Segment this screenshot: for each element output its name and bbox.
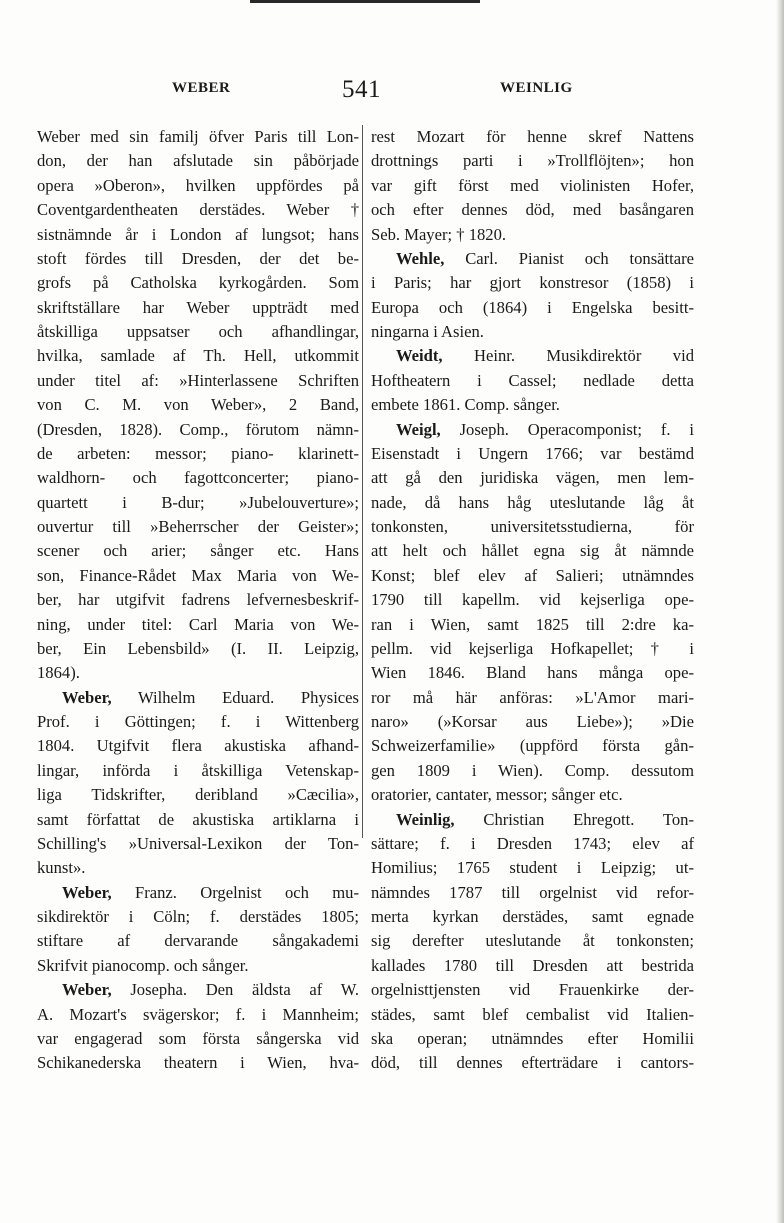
text-line bbox=[371, 296, 694, 320]
text-line bbox=[37, 344, 359, 368]
text-line bbox=[371, 271, 694, 295]
text-line bbox=[371, 710, 694, 734]
line-text: hvilka, samlade af Th. Hell, utkommit bbox=[37, 346, 359, 366]
text-line bbox=[371, 613, 694, 637]
text-line bbox=[37, 588, 359, 612]
column-divider bbox=[362, 125, 363, 838]
left-column bbox=[37, 125, 359, 1076]
text-line bbox=[371, 174, 694, 198]
line-text: Weber med sin familj öfver Paris till Lon- bbox=[37, 127, 359, 146]
line-text: Heinr. Musikdirektör vid bbox=[442, 346, 694, 366]
running-head-right: WEINLIG bbox=[500, 80, 573, 96]
line-text: stoft fördes till Dresden, der det be- bbox=[37, 248, 359, 268]
text-line bbox=[371, 783, 694, 807]
text-line bbox=[371, 198, 694, 222]
line-text: ning, under titel: Carl Maria von We- bbox=[37, 614, 359, 634]
text-line bbox=[371, 149, 694, 173]
entry-first-line bbox=[37, 978, 359, 1002]
entry-first-line bbox=[371, 808, 694, 832]
line-text: son, Finance-Rådet Max Maria von We- bbox=[37, 565, 359, 585]
text-line bbox=[371, 734, 694, 758]
line-text: Franz. Orgelnist och mu- bbox=[111, 882, 359, 902]
entry-first-line bbox=[37, 686, 359, 710]
line-text: pellm. vid kejserliga Hofkapellet; † i bbox=[371, 638, 694, 658]
line-text: nämndes 1787 till orgelnist vid refor- bbox=[371, 882, 694, 902]
line-text: waldhorn- och fagottconcerter; piano- bbox=[37, 468, 359, 488]
entry-headword: Weidt, bbox=[396, 346, 443, 366]
line-text: Hoftheatern i Cassel; nedlade detta bbox=[371, 370, 694, 390]
line-text: de arbeten: messor; piano- klarinett- bbox=[37, 443, 359, 463]
text-line bbox=[371, 637, 694, 661]
line-text: quartett i B-dur; »Jubelouverture»; bbox=[37, 492, 359, 512]
line-text: Skrifvit pianocomp. och sånger. bbox=[37, 955, 249, 975]
line-text: Europa och (1864) i Engelska besitt- bbox=[371, 297, 694, 317]
line-text: skriftställare har Weber uppträdt med bbox=[37, 297, 359, 317]
text-line bbox=[371, 1051, 694, 1075]
text-line bbox=[371, 564, 694, 588]
line-text: Konst; blef elev af Salieri; utnämndes bbox=[371, 565, 694, 585]
text-line bbox=[37, 1051, 359, 1075]
line-text: 1864). bbox=[37, 663, 80, 683]
line-text: gen 1809 i Wien). Comp. dessutom bbox=[371, 760, 694, 780]
entry-headword: Weber, bbox=[62, 687, 112, 707]
line-text: oratorier, cantater, messor; sånger etc. bbox=[371, 785, 623, 805]
text-line bbox=[37, 637, 359, 661]
line-text: sikdirektör i Cöln; f. derstädes 1805; bbox=[37, 907, 359, 926]
line-text: Josepha. Den äldsta af W. bbox=[111, 980, 359, 1000]
text-line bbox=[371, 929, 694, 953]
line-text: Joseph. Operacomponist; f. i bbox=[440, 419, 694, 439]
text-line bbox=[371, 1027, 694, 1051]
text-line bbox=[37, 954, 359, 978]
text-line bbox=[37, 1027, 359, 1051]
line-text: samt författat de akustiska artiklarna i bbox=[37, 809, 359, 829]
text-line bbox=[371, 393, 694, 417]
text-line bbox=[371, 1003, 694, 1027]
text-line bbox=[371, 905, 694, 929]
entry-first-line bbox=[371, 418, 694, 442]
line-text: var gift först med violinisten Hofer, bbox=[371, 175, 694, 195]
line-text: Coventgardentheaten derstädes. Weber † bbox=[37, 200, 359, 220]
text-line bbox=[37, 393, 359, 417]
line-text: ber, Ein Lebensbild» (I. II. Leipzig, bbox=[37, 638, 359, 658]
line-text: att helt och hållet egna sig åt nämnde bbox=[371, 541, 694, 561]
text-line bbox=[37, 149, 359, 173]
text-line bbox=[371, 686, 694, 710]
text-line bbox=[371, 954, 694, 978]
text-line bbox=[37, 491, 359, 515]
line-text: ouvertur till »Beherrscher der Geister»; bbox=[37, 517, 359, 536]
line-text: drottnings parti i »Trollflöjten»; hon bbox=[371, 151, 694, 171]
text-line bbox=[371, 539, 694, 563]
line-text: Wien 1846. Bland hans många ope- bbox=[371, 663, 694, 683]
text-line bbox=[371, 515, 694, 539]
line-text: naro» (»Korsar aus Liebe»); »Die bbox=[371, 712, 694, 731]
line-text: Schilling's »Universal-Lexikon der Ton- bbox=[37, 833, 359, 853]
line-text: Prof. i Göttingen; f. i Wittenberg bbox=[37, 712, 359, 731]
text-line bbox=[37, 539, 359, 563]
line-text: orgelnisttjensten vid Frauenkirke der- bbox=[371, 980, 694, 1000]
text-line bbox=[371, 320, 694, 344]
line-text: under titel af: »Hinterlassene Schriften bbox=[37, 370, 359, 390]
text-line bbox=[37, 783, 359, 807]
text-line bbox=[37, 564, 359, 588]
line-text: merta kyrkan derstädes, samt egnade bbox=[371, 907, 694, 926]
page-edge-shadow bbox=[776, 0, 784, 1223]
line-text: Schikanederska theatern i Wien, hva- bbox=[37, 1053, 359, 1073]
text-line bbox=[371, 588, 694, 612]
text-line bbox=[37, 929, 359, 953]
line-text: opera »Oberon», hvilken uppfördes på bbox=[37, 175, 359, 195]
line-text: ber, har utgifvit fadrens lefvernesbeskrif- bbox=[37, 590, 359, 610]
line-text: död, till dennes efterträdare i cantors- bbox=[371, 1053, 694, 1073]
line-text: ska operan; utnämndes efter Homilii bbox=[371, 1028, 694, 1048]
text-line bbox=[37, 1003, 359, 1027]
entry-first-line bbox=[37, 881, 359, 905]
line-text: scener och arier; sånger etc. Hans bbox=[37, 541, 359, 561]
entry-headword: Weber, bbox=[62, 980, 112, 1000]
text-line bbox=[37, 759, 359, 783]
line-text: nade, då hans håg uteslutande låg åt bbox=[371, 492, 694, 512]
entry-headword: Wehle, bbox=[396, 248, 445, 268]
line-text: von C. M. von Weber», 2 Band, bbox=[37, 395, 359, 415]
text-line bbox=[371, 369, 694, 393]
text-line bbox=[37, 320, 359, 344]
text-line bbox=[37, 808, 359, 832]
text-line bbox=[371, 223, 694, 247]
text-line bbox=[37, 856, 359, 880]
text-line bbox=[371, 832, 694, 856]
line-text: Christian Ehregott. Ton- bbox=[454, 809, 694, 829]
line-text: var engagerad som första sångerska vid bbox=[37, 1028, 359, 1048]
entry-first-line bbox=[371, 344, 694, 368]
text-line bbox=[37, 442, 359, 466]
line-text: Seb. Mayer; † 1820. bbox=[371, 224, 507, 244]
page-number: 541 bbox=[342, 76, 381, 103]
text-line bbox=[371, 978, 694, 1002]
line-text: stiftare af dervarande sångakademi bbox=[37, 931, 359, 951]
line-text: Homilius; 1765 student i Leipzig; ut- bbox=[371, 858, 694, 878]
text-line bbox=[37, 832, 359, 856]
text-line bbox=[37, 247, 359, 271]
text-line bbox=[371, 125, 694, 149]
text-line bbox=[37, 466, 359, 490]
line-text: embete 1861. Comp. sånger. bbox=[371, 395, 560, 415]
binding-mark bbox=[250, 0, 480, 3]
line-text: sig derefter uteslutande åt tonkonsten; bbox=[371, 931, 694, 951]
text-line bbox=[37, 369, 359, 393]
text-line bbox=[37, 905, 359, 929]
line-text: sättare; f. i Dresden 1743; elev af bbox=[371, 833, 694, 853]
line-text: att gå den juridiska vägen, men lem- bbox=[371, 468, 694, 488]
line-text: åtskilliga uppsatser och afhandlingar, bbox=[37, 322, 359, 341]
text-line bbox=[37, 174, 359, 198]
text-line bbox=[37, 661, 359, 685]
text-line bbox=[371, 661, 694, 685]
line-text: Schweizerfamilie» (uppförd första gån- bbox=[371, 736, 694, 756]
line-text: städes, samt blef cembalist vid Italien- bbox=[371, 1004, 694, 1024]
line-text: lingar, införda i åtskilliga Vetenskap- bbox=[37, 760, 359, 780]
text-line bbox=[37, 198, 359, 222]
right-column bbox=[371, 125, 694, 1076]
text-line bbox=[37, 418, 359, 442]
line-text: och efter dennes död, med basångaren bbox=[371, 200, 694, 220]
entry-first-line bbox=[371, 247, 694, 271]
line-text: don, der han afslutade sin påbörjade bbox=[37, 151, 359, 171]
line-text: 1790 till kapellm. vid kejserliga ope- bbox=[371, 590, 694, 610]
line-text: Carl. Pianist och tonsättare bbox=[444, 248, 694, 268]
line-text: liga Tidskrifter, deribland »Cæcilia», bbox=[37, 785, 359, 805]
line-text: Wilhelm Eduard. Physices bbox=[111, 687, 359, 707]
line-text: (Dresden, 1828). Comp., förutom nämn- bbox=[37, 419, 359, 439]
line-text: kallades 1780 till Dresden att bestrida bbox=[371, 955, 694, 975]
line-text: rest Mozart för henne skref Nattens bbox=[371, 127, 694, 146]
line-text: A. Mozart's svägerskor; f. i Mannheim; bbox=[37, 1004, 359, 1024]
running-head-left: WEBER bbox=[172, 80, 231, 96]
text-line bbox=[37, 223, 359, 247]
text-line bbox=[37, 515, 359, 539]
line-text: tonkonsten, universitetsstudierna, för bbox=[371, 517, 694, 536]
line-text: sistnämnde år i London af lungsot; hans bbox=[37, 224, 359, 244]
line-text: ror må här anföras: »L'Amor mari- bbox=[371, 687, 694, 707]
line-text: ningarna i Asien. bbox=[371, 322, 484, 341]
line-text: kunst». bbox=[37, 858, 86, 878]
text-line bbox=[37, 296, 359, 320]
text-line bbox=[371, 491, 694, 515]
entry-headword: Weigl, bbox=[396, 419, 441, 439]
text-line bbox=[371, 881, 694, 905]
entry-headword: Weinlig, bbox=[396, 809, 455, 829]
text-line bbox=[37, 613, 359, 637]
text-line bbox=[371, 466, 694, 490]
text-line bbox=[371, 442, 694, 466]
entry-headword: Weber, bbox=[62, 882, 112, 902]
text-line bbox=[37, 734, 359, 758]
line-text: grofs på Catholska kyrkogården. Som bbox=[37, 273, 359, 293]
line-text: 1804. Utgifvit flera akustiska afhand- bbox=[37, 736, 359, 756]
text-line bbox=[37, 125, 359, 149]
line-text: Eisenstadt i Ungern 1766; var bestämd bbox=[371, 443, 694, 463]
text-line bbox=[371, 759, 694, 783]
line-text: i Paris; har gjort konstresor (1858) i bbox=[371, 273, 694, 293]
text-line bbox=[37, 710, 359, 734]
text-line bbox=[371, 856, 694, 880]
line-text: ran i Wien, samt 1825 till 2:dre ka- bbox=[371, 614, 694, 634]
text-line bbox=[37, 271, 359, 295]
